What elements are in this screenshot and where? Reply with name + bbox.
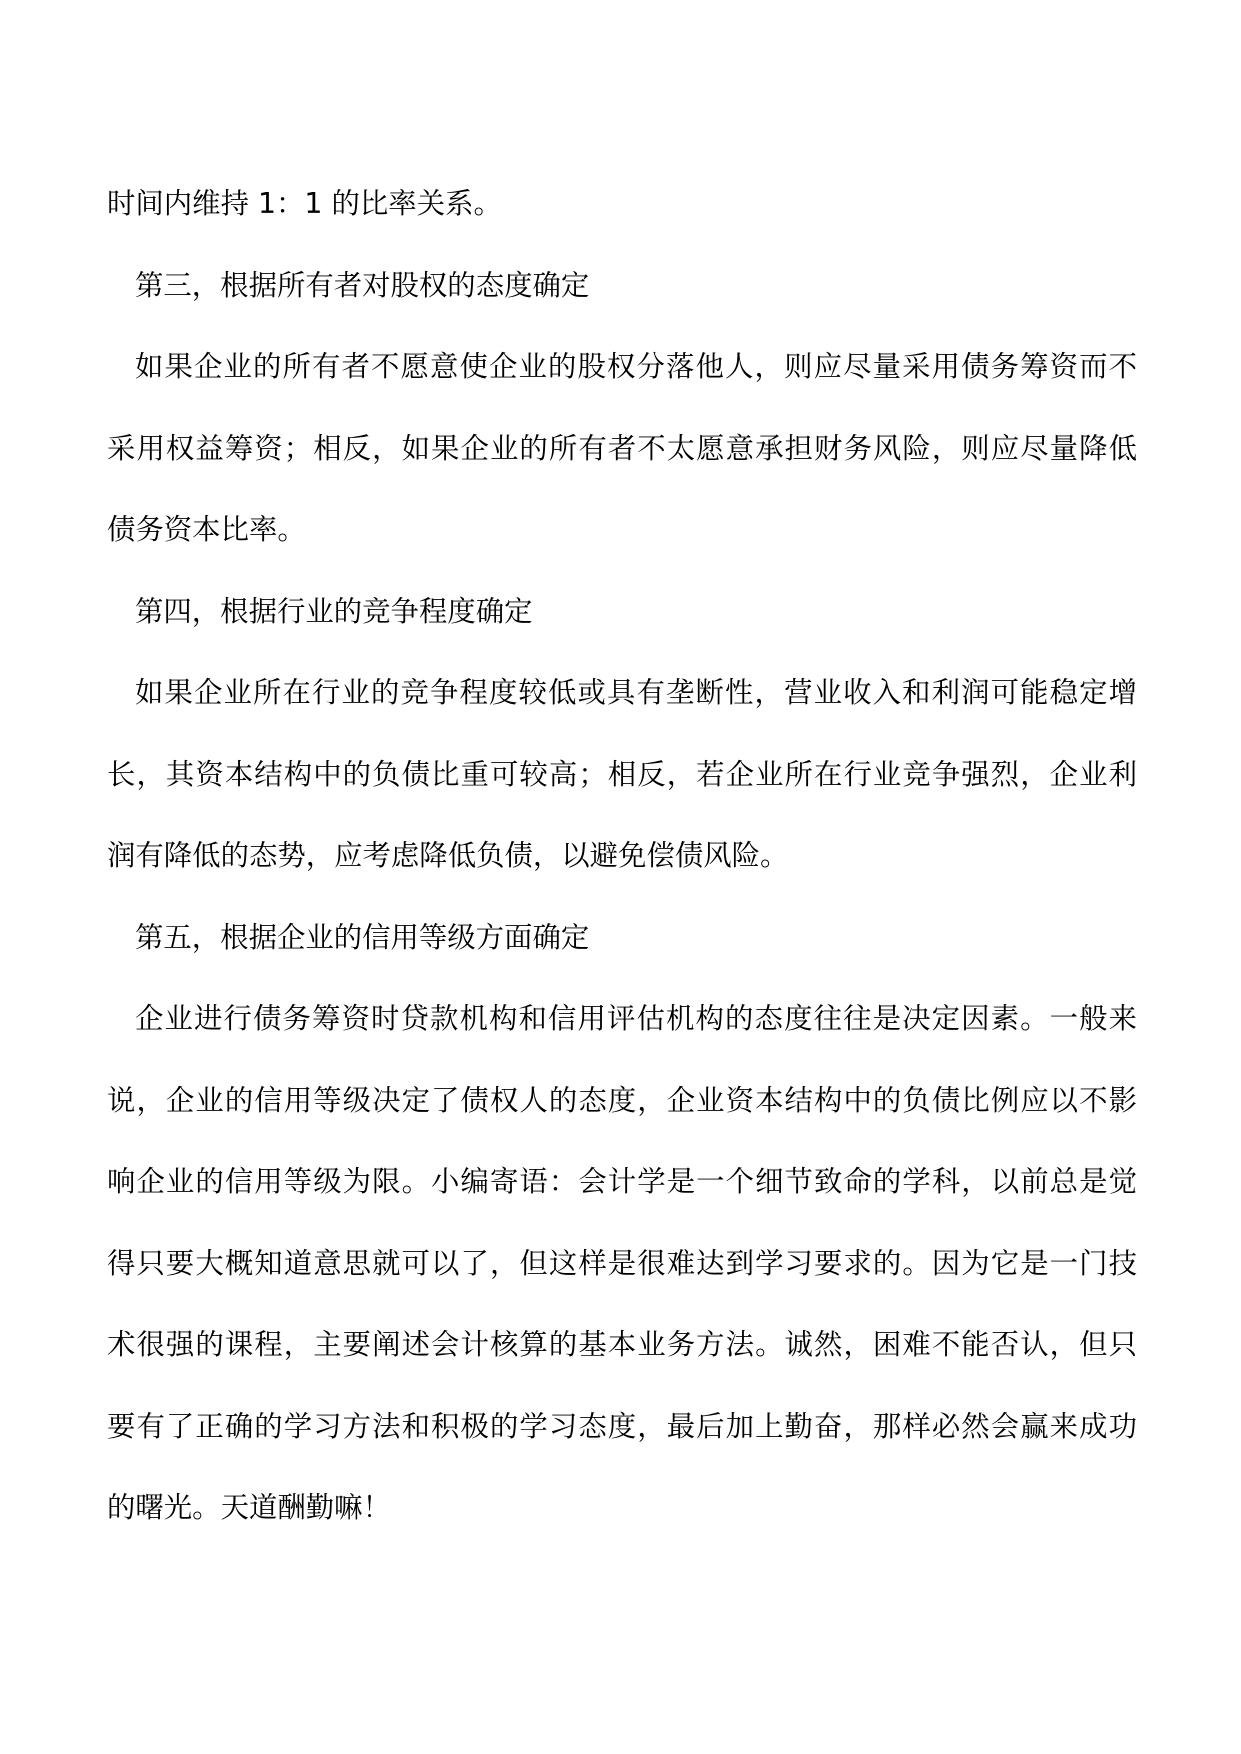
paragraph-line: 要有了正确的学习方法和积极的学习态度，最后加上勤奋，那样必然会赢来成功 xyxy=(107,1409,1137,1443)
paragraph-line: 采用权益筹资；相反，如果企业的所有者不太愿意承担财务风险，则应尽量降低 xyxy=(107,431,1137,465)
paragraph-line: 说，企业的信用等级决定了债权人的态度，企业资本结构中的负债比例应以不影 xyxy=(107,1083,1137,1117)
paragraph-line: 长，其资本结构中的负债比重可较高；相反，若企业所在行业竞争强烈，企业利 xyxy=(107,757,1137,791)
paragraph-line: 得只要大概知道意思就可以了，但这样是很难达到学习要求的。因为它是一门技 xyxy=(107,1246,1137,1280)
paragraph-line: 术很强的课程，主要阐述会计核算的基本业务方法。诚然，困难不能否认，但只 xyxy=(107,1328,1137,1361)
paragraph-line: 如果企业所在行业的竞争程度较低或具有垄断性，营业收入和利润可能稳定增 xyxy=(135,676,1137,709)
section-heading-5: 第五，根据企业的信用等级方面确定 xyxy=(135,920,590,954)
paragraph-line: 时间内维持 1：1 的比率关系。 xyxy=(107,187,502,220)
section-heading-4: 第四，根据行业的竞争程度确定 xyxy=(135,594,533,628)
paragraph-line: 润有降低的态势，应考虑降低负债，以避免偿债风险。 xyxy=(107,839,789,872)
paragraph-line: 响企业的信用等级为限。小编寄语：会计学是一个细节致命的学科，以前总是觉 xyxy=(107,1165,1137,1198)
paragraph-line: 的曙光。天道酬勤嘛！ xyxy=(107,1491,391,1524)
document-body xyxy=(107,163,1137,1549)
paragraph-line: 如果企业的所有者不愿意使企业的股权分落他人，则应尽量采用债务筹资而不 xyxy=(135,350,1137,383)
paragraph-line: 债务资本比率。 xyxy=(107,513,306,546)
section-heading-3: 第三，根据所有者对股权的态度确定 xyxy=(135,268,590,302)
paragraph-line: 企业进行债务筹资时贷款机构和信用评估机构的态度往往是决定因素。一般来 xyxy=(135,1002,1137,1035)
